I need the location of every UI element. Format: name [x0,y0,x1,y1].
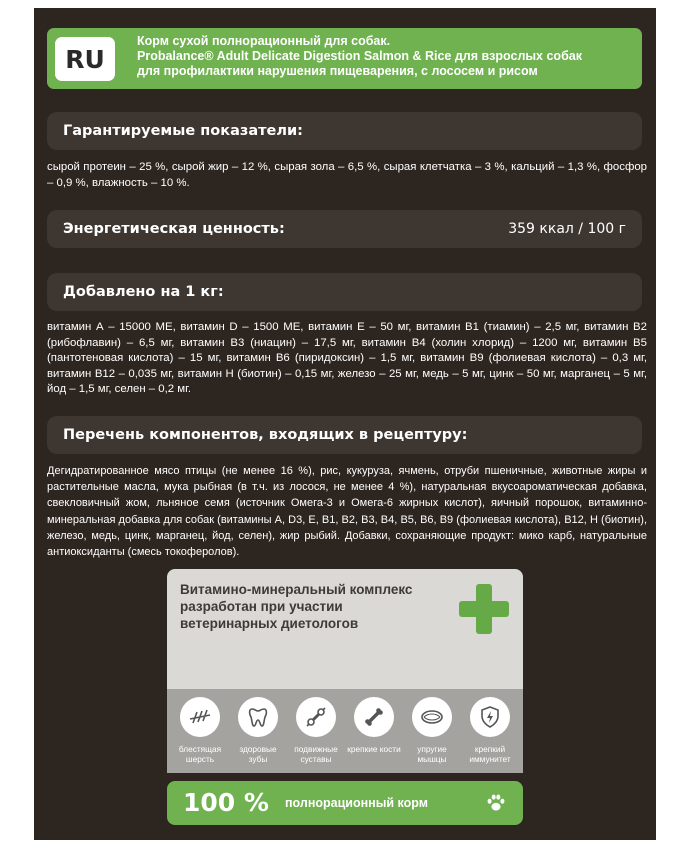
benefits-strip [167,689,523,773]
energy-section-bar [47,210,642,248]
muscle-icon [412,697,452,737]
benefit-label: блестящая шерсть [178,744,222,764]
benefit-label: здоровые зубы [239,744,277,764]
added-text: витамин А – 15000 МЕ, витамин D – 1500 МЕ, витамин Е – 50 мг, витамин В1 (тиамин) – 2,5 мг, витамин В2 (рибофлавин) – 6,5 мг, витамин В3 (ниацин) – 17,5 мг, витамин В4 (холин хлорид) – 1200 мг, витамин В5 (пантотеновая кислота) – 15 мг, витамин В6 (пиридоксин) – 1,5 мг, витамин В9 (фолиевая кислота) – 0,3 мг, витамин В12 – 0,035 мг, витамин Н (биотин) – 0,15 мг, железо – 25 мг, медь – 5 мг, цинк – 50 мг, марганец – 5 мг, йод – 1,5 мг, селен – 0,2 мг. [47,321,647,395]
product-title [137,34,637,79]
added-title: Добавлено на 1 кг: [63,284,224,300]
benefit-teeth [230,689,286,773]
product-title-line-2: Probalance® Adult Delicate Digestion Salmon & Rice для взрослых собак [137,49,583,63]
benefits-list [167,689,523,773]
product-title-line-3: для профилактики нарушения пищеварения, с лососем и рисом [137,64,538,78]
product-title-line-1: Корм сухой полнорационный для собак. [137,34,391,48]
plus-icon [459,584,509,634]
percent-value: 100 % [183,788,269,817]
tooth-icon [238,697,278,737]
fur-icon [180,697,220,737]
guaranteed-title: Гарантируемые показатели: [63,123,303,139]
vitamin-complex-card [167,569,523,825]
card-top [167,569,523,689]
components-text: Дегидратированное мясо птицы (не менее 16 %), рис, кукуруза, ячмень, отруби пшеничные, животные жиры и растительные масла, мука рыбная (в т.ч. из лосося, не менее 4 %), натуральная вкусоароматическая добавка, свекловичный жом, льняное семя (источник Омега-3 и Омега-6 жирных кислот), яичный порошок, витаминно-минеральная добавка для собак (витамины А, D3, Е, В1, В2, В3, В4, В5, В6, В9 (фолиевая кислота), В12, Н (биотин), железо, медь, цинк, марганец, йод, селен), жир рыбий. Добавки, сохраняющие продукт: мико карб, натуральные антиоксиданты (смесь токоферолов). [47,465,647,559]
energy-value: 359 ккал / 100 г [508,221,626,237]
bone-icon [354,697,394,737]
benefit-label: крепкие кости [347,744,401,754]
components-section-bar [47,416,642,454]
product-header [47,28,642,89]
language-badge: RU [55,37,115,81]
components-title: Перечень компонентов, входящих в рецептуру: [63,427,468,443]
complete-food-bar [167,781,523,825]
paw-icon [485,792,507,814]
benefit-bones [346,689,402,773]
added-section-bar [47,273,642,311]
complete-food-label: полнорационный корм [285,796,428,810]
benefit-joints [288,689,344,773]
benefit-immunity [462,689,518,773]
benefit-muscles [404,689,460,773]
energy-title: Энергетическая ценность: [63,221,285,237]
benefit-label: упругие мышцы [417,744,447,764]
benefit-label: подвижные суставы [294,744,338,764]
joint-icon [296,697,336,737]
card-description: Витамино-минеральный комплекс разработан при участии ветеринарных диетологов [180,582,413,631]
guaranteed-text: сырой протеин – 25 %, сырой жир – 12 %, сырая зола – 6,5 %, сырая клетчатка – 3 %, кальций – 1,3 %, фосфор – 0,9 %, влажность – 10 %. [47,161,647,189]
shield-icon [470,697,510,737]
benefit-fur [172,689,228,773]
benefit-label: крепкий иммунитет [469,744,511,764]
guaranteed-section-bar [47,112,642,150]
